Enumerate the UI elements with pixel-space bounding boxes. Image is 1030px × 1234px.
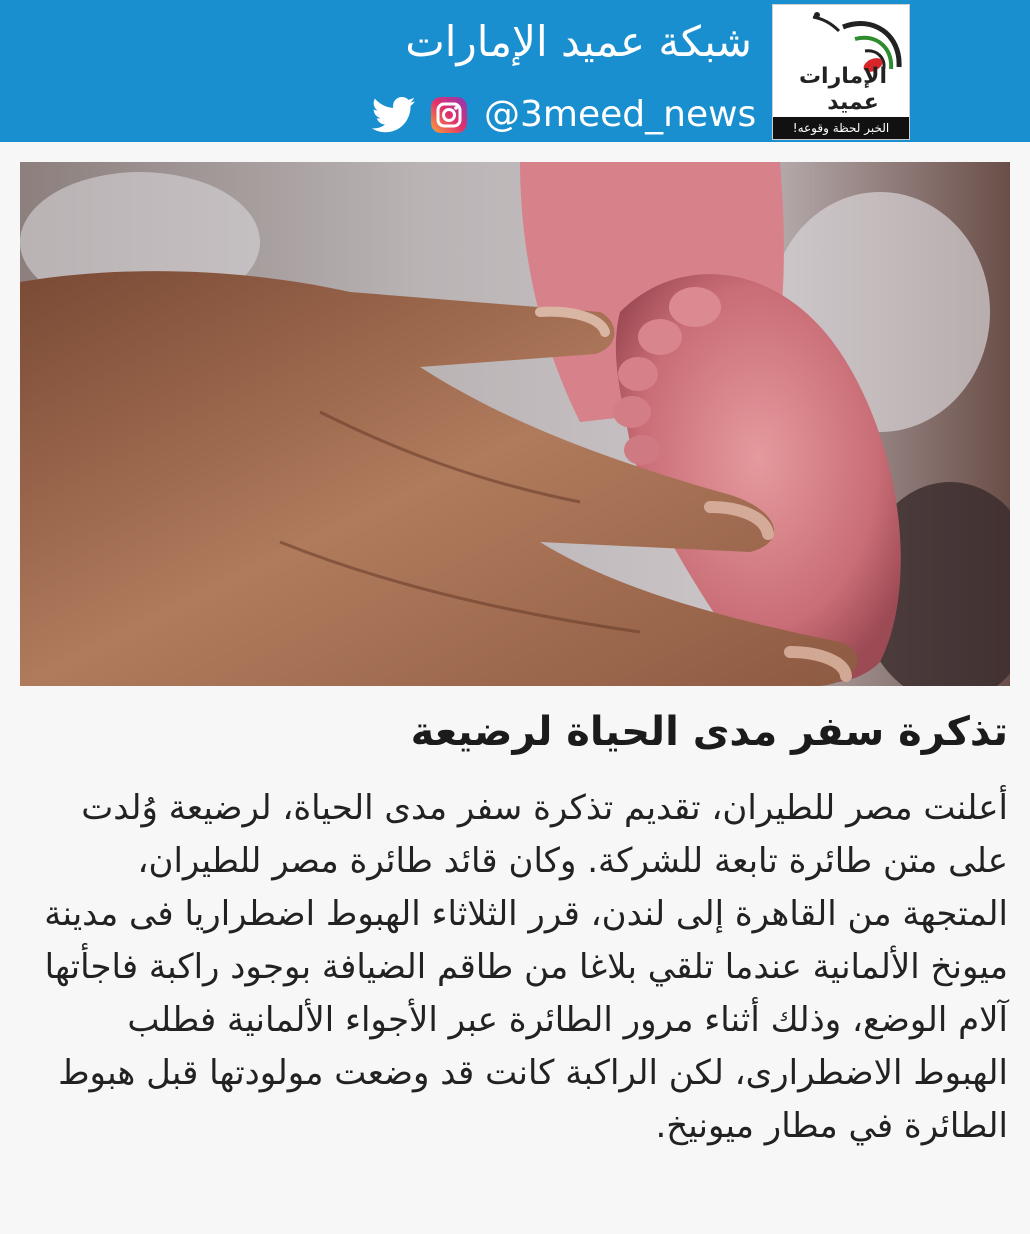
article-photo [20, 162, 1010, 686]
social-handle[interactable]: @3meed_news [484, 94, 757, 135]
header-bar [0, 0, 1030, 142]
logo-text-line2: عميد [827, 90, 879, 115]
logo-tagline: الخبر لحظة وقوعه! [773, 117, 909, 139]
baby-foot-photo [20, 162, 1010, 686]
article-headline: تذكرة سفر مدى الحياة لرضيعة [410, 709, 1008, 755]
twitter-icon[interactable] [372, 96, 416, 134]
instagram-icon[interactable] [430, 96, 468, 134]
brand-logo[interactable] [772, 4, 910, 140]
brand-title: شبكة عميد الإمارات [405, 17, 752, 66]
logo-text-line1: الإمارات [798, 64, 888, 89]
social-row [372, 92, 756, 138]
article-body: أعلنت مصر للطيران، تقديم تذكرة سفر مدى الحياة، لرضيعة وُلدت على متن طائرة تابعة للشركة. وكان قائد طائرة مصر للطيران، المتجهة من القاهرة إلى لندن، قرر الثلاثاء الهبوط اضطراريا فى مدينة ميونخ الألمانية عندما تلقي بلاغا من طاقم الضيافة بوجود راكبة فاجأتها آلام الوضع، وذلك أثناء مرور الطائرة عبر الأجواء الألمانية فطلب الهبوط الاضطرارى، لكن الراكبة كانت قد وضعت مولودتها قبل هبوط الطائرة في مطار ميونيخ. [44, 788, 1008, 1146]
logo-emblem [773, 5, 909, 117]
